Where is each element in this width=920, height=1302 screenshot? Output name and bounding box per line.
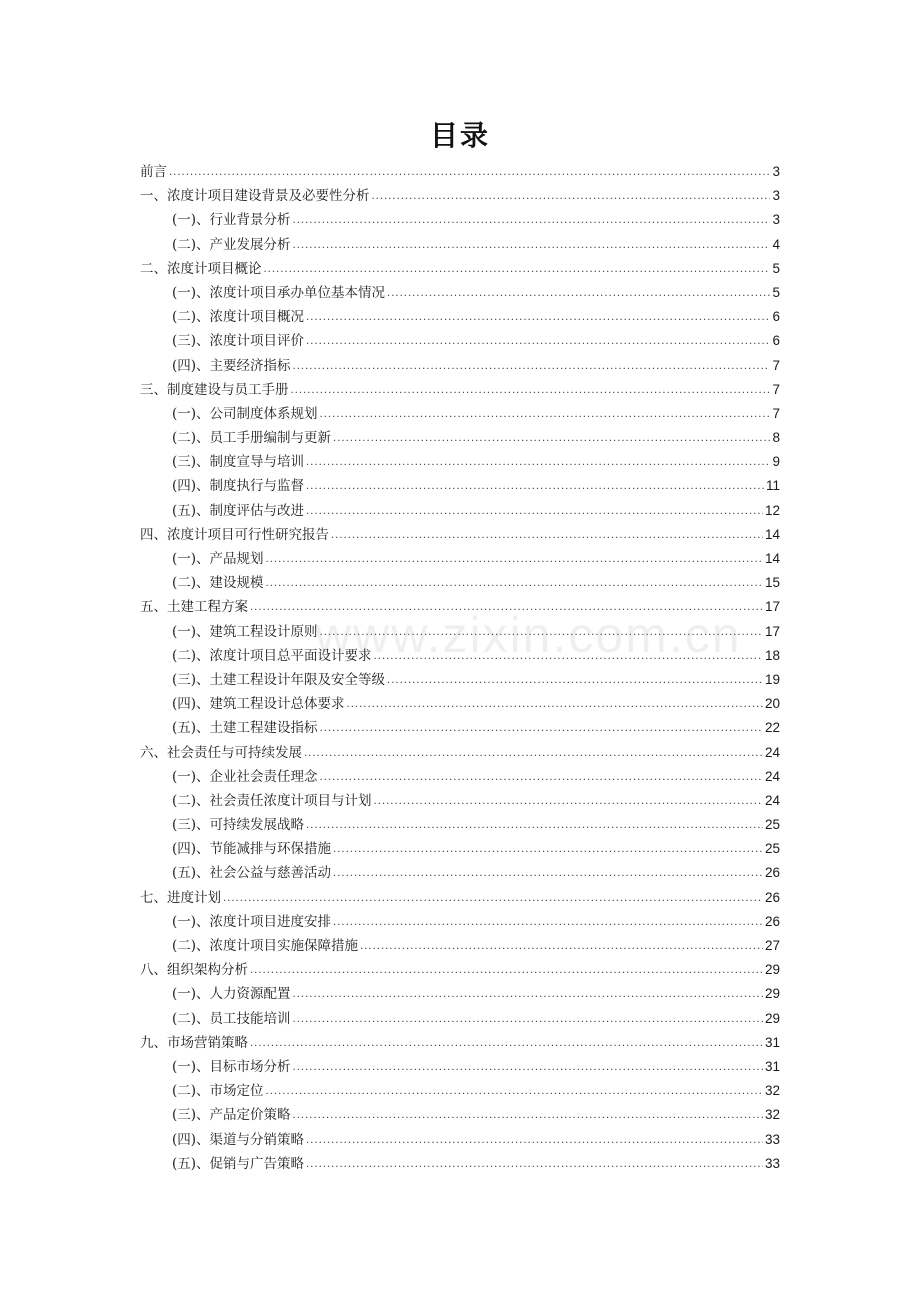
- toc-dot-leader: [306, 500, 763, 524]
- toc-dot-leader: [293, 1056, 763, 1080]
- toc-dot-leader: [360, 935, 763, 959]
- toc-dot-leader: [250, 959, 763, 983]
- toc-section-entry[interactable]: [140, 716, 780, 740]
- toc-dot-leader: [306, 451, 770, 475]
- toc-entry-label: 前言: [140, 164, 167, 180]
- table-of-contents: [140, 160, 780, 1176]
- toc-entry-label: (一)、目标市场分析: [172, 1058, 291, 1075]
- toc-dot-leader: [372, 185, 771, 209]
- toc-section-entry[interactable]: [140, 861, 780, 885]
- toc-entry-label: (四)、制度执行与监督: [172, 478, 305, 495]
- toc-entry-label: 七、进度计划: [140, 889, 221, 906]
- toc-entry-label: 二、浓度计项目概论: [140, 260, 262, 277]
- toc-page-number: 7: [772, 381, 780, 397]
- toc-page-number: 24: [764, 744, 780, 760]
- toc-section-entry[interactable]: [140, 692, 780, 716]
- toc-entry-label: (三)、土建工程设计年限及安全等级: [172, 671, 386, 688]
- toc-dot-leader: [264, 258, 771, 282]
- toc-section-entry[interactable]: [140, 547, 780, 571]
- toc-page-number: 17: [764, 599, 780, 615]
- toc-dot-leader: [333, 911, 763, 935]
- toc-dot-leader: [223, 887, 763, 911]
- toc-chapter-entry[interactable]: [140, 741, 780, 765]
- toc-dot-leader: [293, 234, 771, 258]
- toc-page-number: 6: [772, 333, 780, 349]
- toc-page-number: 8: [772, 430, 780, 446]
- toc-entry-label: (四)、渠道与分销策略: [172, 1131, 305, 1148]
- toc-dot-leader: [266, 572, 763, 596]
- toc-entry-label: (一)、浓度计项目进度安排: [172, 913, 332, 930]
- toc-entry-label: (四)、节能减排与环保措施: [172, 841, 332, 858]
- toc-section-entry[interactable]: [140, 329, 780, 353]
- toc-page-number: 11: [765, 478, 780, 494]
- toc-entry-label: 五、土建工程方案: [140, 599, 248, 616]
- toc-section-entry[interactable]: [140, 233, 780, 257]
- toc-entry-label: (二)、员工手册编制与更新: [172, 430, 332, 447]
- toc-chapter-entry[interactable]: [140, 523, 780, 547]
- toc-section-entry[interactable]: [140, 1055, 780, 1079]
- toc-section-entry[interactable]: [140, 571, 780, 595]
- toc-section-entry[interactable]: [140, 281, 780, 305]
- toc-page-number: 3: [772, 212, 780, 228]
- toc-chapter-entry[interactable]: [140, 257, 780, 281]
- toc-dot-leader: [374, 790, 763, 814]
- toc-dot-leader: [250, 1032, 763, 1056]
- toc-chapter-entry[interactable]: [140, 595, 780, 619]
- toc-entry-label: (一)、建筑工程设计原则: [172, 623, 318, 640]
- toc-entry-label: (二)、建设规模: [172, 575, 264, 592]
- toc-chapter-entry[interactable]: [140, 184, 780, 208]
- toc-section-entry[interactable]: [140, 402, 780, 426]
- toc-chapter-entry[interactable]: [140, 958, 780, 982]
- toc-dot-leader: [320, 717, 763, 741]
- toc-dot-leader: [387, 282, 770, 306]
- toc-dot-leader: [306, 814, 763, 838]
- toc-page-number: 3: [772, 164, 780, 179]
- toc-section-entry[interactable]: [140, 208, 780, 232]
- toc-dot-leader: [266, 1080, 763, 1104]
- toc-dot-leader: [304, 742, 763, 766]
- toc-chapter-entry[interactable]: [140, 886, 780, 910]
- toc-section-entry[interactable]: [140, 1079, 780, 1103]
- toc-page-number: 9: [772, 454, 780, 470]
- toc-page-number: 29: [764, 986, 780, 1002]
- toc-entry-label: (二)、员工技能培训: [172, 1010, 291, 1027]
- toc-page-number: 20: [764, 696, 780, 712]
- toc-page-number: 7: [772, 357, 780, 373]
- toc-section-entry[interactable]: [140, 765, 780, 789]
- toc-dot-leader: [291, 379, 771, 403]
- toc-entry-label: (五)、社会公益与慈善活动: [172, 865, 332, 882]
- toc-dot-leader: [387, 669, 763, 693]
- toc-dot-leader: [266, 548, 763, 572]
- toc-section-entry[interactable]: [140, 474, 780, 498]
- toc-entry-label: 八、组织架构分析: [140, 962, 248, 979]
- toc-dot-leader: [306, 330, 770, 354]
- toc-entry-label: (二)、浓度计项目概况: [172, 309, 305, 326]
- toc-section-entry[interactable]: [140, 837, 780, 861]
- toc-section-entry[interactable]: [140, 354, 780, 378]
- toc-dot-leader: [306, 1153, 763, 1177]
- toc-entry-label: (二)、社会责任浓度计项目与计划: [172, 792, 372, 809]
- toc-dot-leader: [293, 209, 771, 233]
- toc-page-number: 31: [764, 1058, 780, 1074]
- toc-section-entry[interactable]: [140, 1103, 780, 1127]
- toc-dot-leader: [320, 766, 763, 790]
- toc-page-number: 6: [772, 309, 780, 325]
- toc-page-number: 24: [764, 792, 780, 808]
- toc-entry-label: (一)、浓度计项目承办单位基本情况: [172, 284, 386, 301]
- toc-section-entry[interactable]: [140, 1128, 780, 1152]
- toc-section-entry[interactable]: [140, 426, 780, 450]
- toc-page-number: 25: [764, 841, 780, 857]
- toc-entry-label: (五)、促销与广告策略: [172, 1155, 305, 1172]
- watermark: www.zixin.com.cn: [315, 607, 742, 663]
- toc-page-number: 17: [764, 623, 780, 639]
- toc-entry-label: 六、社会责任与可持续发展: [140, 744, 302, 761]
- toc-entry-label: (一)、产品规划: [172, 551, 264, 567]
- toc-section-entry[interactable]: [140, 499, 780, 523]
- toc-entry-label: (五)、土建工程建设指标: [172, 720, 318, 737]
- toc-dot-leader: [293, 355, 771, 379]
- toc-page-number: 26: [764, 865, 780, 881]
- toc-dot-leader: [306, 1129, 763, 1153]
- toc-entry-label: 九、市场营销策略: [140, 1034, 248, 1051]
- toc-page-number: 12: [764, 502, 780, 518]
- toc-page-number: 31: [764, 1034, 780, 1050]
- toc-entry-label: (一)、人力资源配置: [172, 986, 291, 1003]
- toc-page-number: 3: [772, 188, 780, 204]
- toc-page-number: 32: [764, 1107, 780, 1123]
- toc-dot-leader: [347, 693, 763, 717]
- toc-entry-label: (三)、制度宣导与培训: [172, 454, 305, 471]
- toc-entry-label: (三)、产品定价策略: [172, 1107, 291, 1124]
- toc-dot-leader: [306, 306, 770, 330]
- toc-page-number: 26: [764, 889, 780, 905]
- toc-section-entry[interactable]: [140, 1007, 780, 1031]
- toc-chapter-entry[interactable]: [140, 378, 780, 402]
- toc-page-number: 15: [764, 575, 780, 591]
- toc-dot-leader: [374, 645, 763, 669]
- toc-chapter-entry[interactable]: [140, 1031, 780, 1055]
- toc-page-number: 29: [764, 962, 780, 978]
- toc-dot-leader: [306, 475, 764, 499]
- toc-section-entry[interactable]: [140, 644, 780, 668]
- toc-page-number: 33: [764, 1131, 780, 1147]
- toc-entry-label: 三、制度建设与员工手册: [140, 381, 289, 398]
- toc-section-entry[interactable]: [140, 620, 780, 644]
- toc-page-number: 33: [764, 1155, 780, 1171]
- toc-page-number: 4: [772, 236, 780, 252]
- toc-entry-label: (四)、建筑工程设计总体要求: [172, 696, 345, 713]
- toc-title: 目录: [429, 119, 490, 152]
- toc-entry-label: (一)、行业背景分析: [172, 212, 291, 229]
- toc-section-entry[interactable]: [140, 982, 780, 1006]
- toc-section-entry[interactable]: [140, 789, 780, 813]
- toc-page-number: 26: [764, 913, 780, 929]
- toc-entry-label: (二)、产业发展分析: [172, 236, 291, 253]
- toc-entry-label: (一)、公司制度体系规划: [172, 405, 318, 422]
- toc-section-entry[interactable]: [140, 668, 780, 692]
- toc-page-number: 25: [764, 817, 780, 833]
- toc-section-entry[interactable]: [140, 813, 780, 837]
- toc-page-number: 24: [764, 768, 780, 784]
- toc-page-number: 5: [772, 260, 780, 276]
- toc-entry-label: (三)、可持续发展战略: [172, 817, 305, 834]
- toc-dot-leader: [333, 862, 763, 886]
- toc-page-number: 18: [764, 647, 780, 663]
- toc-section-entry[interactable]: [140, 450, 780, 474]
- toc-page-number: 14: [764, 526, 780, 542]
- toc-section-entry[interactable]: [140, 305, 780, 329]
- toc-page-number: 14: [764, 551, 780, 566]
- toc-entry-label: 一、浓度计项目建设背景及必要性分析: [140, 188, 370, 205]
- toc-chapter-entry[interactable]: [140, 160, 780, 184]
- toc-entry-label: 四、浓度计项目可行性研究报告: [140, 526, 329, 543]
- toc-dot-leader: [333, 838, 763, 862]
- toc-page-number: 19: [764, 671, 780, 687]
- toc-dot-leader: [331, 524, 763, 548]
- toc-page-number: 32: [764, 1083, 780, 1099]
- toc-entry-label: (五)、制度评估与改进: [172, 502, 305, 519]
- toc-page-number: 22: [764, 720, 780, 736]
- toc-page-number: 5: [772, 284, 780, 300]
- toc-dot-leader: [293, 1104, 763, 1128]
- toc-entry-label: (一)、企业社会责任理念: [172, 768, 318, 785]
- toc-dot-leader: [169, 161, 770, 185]
- toc-dot-leader: [293, 1008, 763, 1032]
- toc-section-entry[interactable]: [140, 910, 780, 934]
- toc-dot-leader: [320, 621, 763, 645]
- toc-dot-leader: [293, 983, 763, 1007]
- toc-dot-leader: [250, 596, 763, 620]
- toc-dot-leader: [333, 427, 770, 451]
- toc-entry-label: (二)、浓度计项目实施保障措施: [172, 938, 359, 954]
- toc-page-number: 27: [764, 938, 780, 953]
- toc-page-number: 29: [764, 1010, 780, 1026]
- toc-section-entry[interactable]: [140, 934, 780, 958]
- toc-entry-label: (二)、市场定位: [172, 1083, 264, 1100]
- toc-entry-label: (二)、浓度计项目总平面设计要求: [172, 647, 372, 664]
- toc-dot-leader: [320, 403, 771, 427]
- toc-entry-label: (三)、浓度计项目评价: [172, 333, 305, 350]
- toc-page-number: 7: [772, 405, 780, 421]
- toc-entry-label: (四)、主要经济指标: [172, 357, 291, 374]
- toc-section-entry[interactable]: [140, 1152, 780, 1176]
